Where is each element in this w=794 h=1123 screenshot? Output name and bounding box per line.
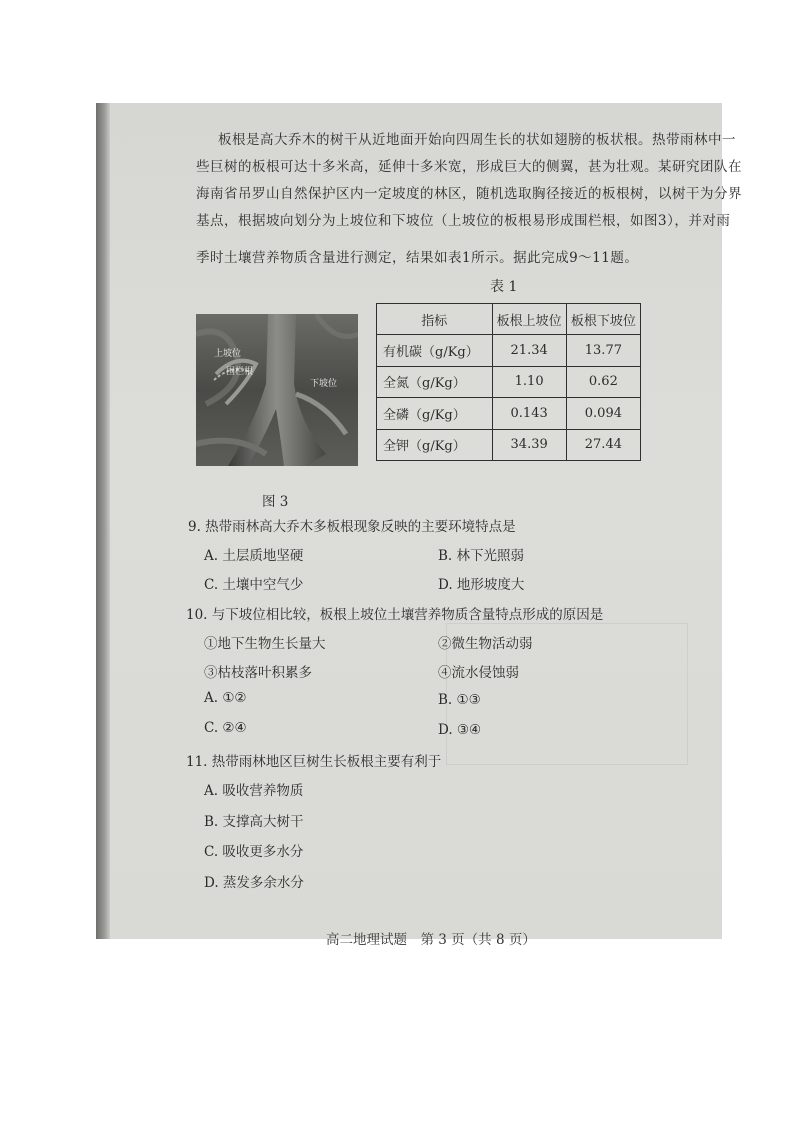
figure-caption: 图 3 (262, 494, 289, 510)
question-9-option-d: D. 地形坡度大 (438, 577, 525, 593)
table-row (377, 398, 641, 429)
table-cell: 0.143 (492, 398, 566, 429)
table-cell: 有机碳（g/Kg） (377, 335, 493, 366)
table-cell: 1.10 (492, 366, 566, 397)
question-9-stem: 9. 热带雨林高大乔木多板根现象反映的主要环境特点是 (188, 519, 516, 535)
question-9-option-b: B. 林下光照弱 (438, 548, 525, 564)
table-header: 指标 (377, 304, 493, 335)
table-row (377, 429, 641, 460)
table-cell: 34.39 (492, 429, 566, 460)
question-10-item-4: ④流水侵蚀弱 (438, 665, 519, 681)
table-header: 板根下坡位 (566, 304, 640, 335)
table-header: 板根上坡位 (492, 304, 566, 335)
page-binding-edge (96, 103, 110, 939)
question-11-option-d: D. 蒸发多余水分 (204, 875, 304, 891)
question-10-option-b: B. ①③ (438, 692, 481, 708)
table-cell: 0.62 (566, 366, 640, 397)
figure-3-tree-photo (196, 314, 358, 466)
question-10-stem: 10. 与下坡位相比较，板根上坡位土壤营养物质含量特点形成的原因是 (186, 607, 604, 623)
label-upslope: 上坡位 (214, 349, 242, 359)
intro-line-5: 季时土壤营养物质含量进行测定，结果如表1所示。据此完成9～11题。 (196, 250, 639, 266)
question-10-option-a: A. ①② (204, 690, 247, 706)
table-header-row (377, 304, 641, 335)
table-cell: 全磷（g/Kg） (377, 398, 493, 429)
question-11-option-a: A. 吸收营养物质 (204, 783, 304, 799)
question-10-item-2: ②微生物活动弱 (438, 636, 533, 652)
intro-line-3: 海南省吊罗山自然保护区内一定坡度的林区，随机选取胸径接近的板根树，以树干为分界 (196, 186, 742, 202)
question-11-stem: 11. 热带雨林地区巨树生长板根主要有利于 (186, 754, 442, 770)
table-cell: 全氮（g/Kg） (377, 366, 493, 397)
page-footer: 高二地理试题 第 3 页（共 8 页） (326, 932, 536, 948)
intro-line-1: 板根是高大乔木的树干从近地面开始向四周生长的状如翅膀的板状根。热带雨林中一 (218, 132, 736, 148)
question-9-option-c: C. 土壤中空气少 (204, 577, 304, 593)
nutrient-table (376, 303, 641, 461)
table-caption: 表 1 (490, 279, 518, 295)
question-10-option-c: C. ②④ (204, 720, 247, 736)
table-cell: 13.77 (566, 335, 640, 366)
question-10-item-1: ①地下生物生长量大 (204, 636, 326, 652)
question-11-option-c: C. 吸收更多水分 (204, 844, 304, 860)
table-cell: 全钾（g/Kg） (377, 429, 493, 460)
question-10-item-3: ③枯枝落叶积累多 (204, 665, 312, 681)
table-row (377, 366, 641, 397)
intro-line-2: 些巨树的板根可达十多米高，延伸十多米宽，形成巨大的侧翼，甚为壮观。某研究团队在 (196, 159, 742, 175)
table-row (377, 335, 641, 366)
table-cell: 27.44 (566, 429, 640, 460)
question-11-option-b: B. 支撑高大树干 (204, 814, 304, 830)
question-9-option-a: A. 土层质地坚硬 (204, 548, 304, 564)
label-downslope: 下坡位 (310, 379, 338, 389)
table-cell: 21.34 (492, 335, 566, 366)
table-cell: 0.094 (566, 398, 640, 429)
question-10-option-d: D. ③④ (438, 722, 482, 738)
intro-line-4: 基点，根据坡向划分为上坡位和下坡位（上坡位的板根易形成围栏根，如图3），并对雨 (196, 213, 731, 229)
label-fence-root: 围栏根 (226, 367, 254, 377)
